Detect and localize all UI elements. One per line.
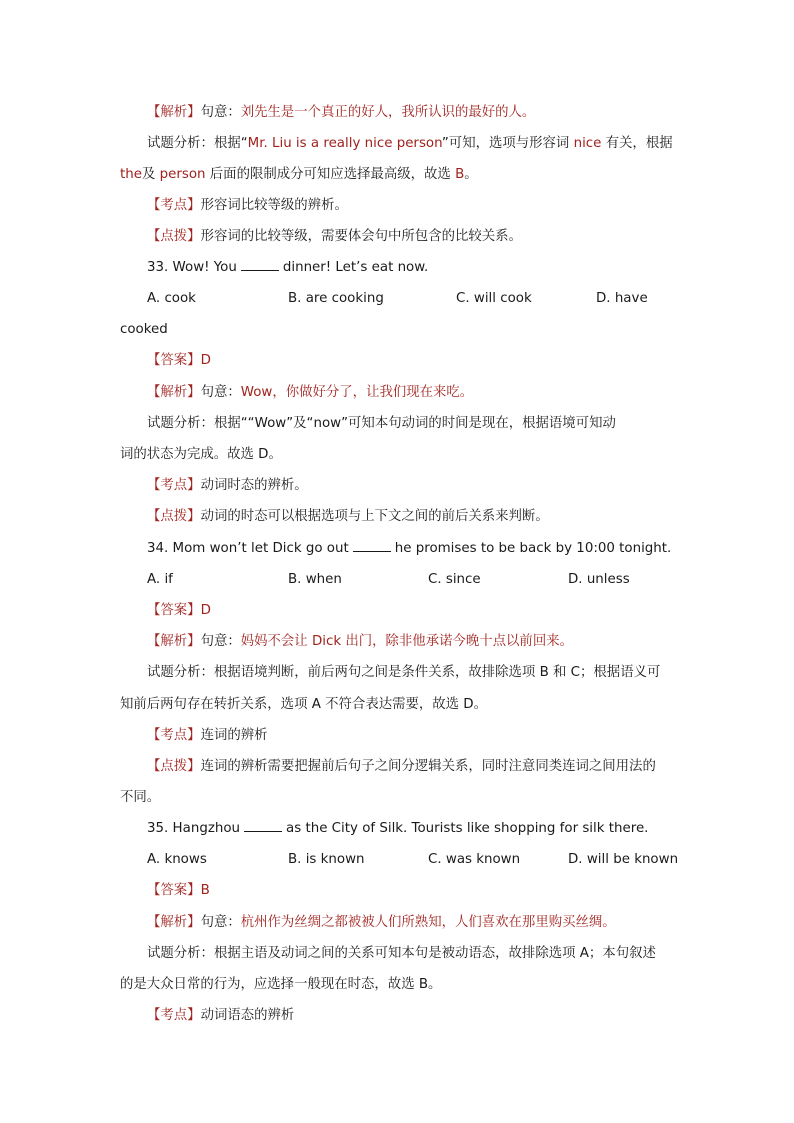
answer-tag: 【答案】 <box>147 603 201 618</box>
q34-option-a: A. if <box>147 572 173 587</box>
q35-option-b: B. is known <box>288 852 365 867</box>
explain-prefix: 句意： <box>200 915 241 930</box>
analysis-text: 及 <box>141 167 156 182</box>
q32-tips-line <box>147 227 522 247</box>
points-text: 连词的辨析 <box>200 728 268 743</box>
explain-tag: 【解析】 <box>147 105 201 120</box>
q35-points-line <box>147 1006 294 1026</box>
q33-tips-line <box>147 507 549 527</box>
points-tag: 【考点】 <box>147 728 201 743</box>
q32-analysis-line-2 <box>120 165 478 185</box>
answer-tag: 【答案】 <box>147 353 201 368</box>
q34-analysis-line-2: 知前后两句存在转折关系，选项 A 不符合表达需要，故选 D。 <box>120 697 488 712</box>
stem-text: 34. Mom won’t let Dick go out <box>147 541 349 556</box>
q34-analysis-line-1: 试题分析：根据语境判断，前后两句之间是条件关系，故排除选项 B 和 C；根据语义可 <box>147 665 661 680</box>
answer-blank <box>244 820 282 832</box>
q33-option-a: A. cook <box>147 291 196 306</box>
q34-answer-line <box>147 601 211 621</box>
explain-tag: 【解析】 <box>147 634 201 649</box>
explain-tag: 【解析】 <box>147 915 201 930</box>
q35-option-d: D. will be known <box>568 852 679 867</box>
answer-value: D <box>200 603 211 618</box>
q33-analysis-line-2: 词的状态为完成。故选 D。 <box>120 447 282 462</box>
q32-explain-line <box>147 103 535 123</box>
q33-answer-line <box>147 351 211 371</box>
answer-blank <box>241 259 279 271</box>
q32-points-line <box>147 196 348 216</box>
stem-text: dinner! Let’s eat now. <box>282 260 429 275</box>
answer-blank <box>353 540 391 552</box>
analysis-text: 。 <box>464 167 478 182</box>
q34-option-d: D. unless <box>568 572 630 587</box>
explain-prefix: 句意： <box>200 634 241 649</box>
q34-stem <box>147 539 671 559</box>
explain-text: Wow，你做好分了，让我们现在来吃。 <box>240 385 474 400</box>
analysis-quote: Mr. Liu is a really nice person <box>247 136 442 151</box>
points-text: 形容词比较等级的辨析。 <box>200 198 348 213</box>
answer-value: B <box>200 883 210 898</box>
q33-option-c: C. will cook <box>456 291 532 306</box>
q35-answer-line <box>147 881 210 901</box>
q35-analysis-line-2: 的是大众日常的行为，应选择一般现在时态，故选 B。 <box>120 977 442 992</box>
points-tag: 【考点】 <box>147 198 201 213</box>
analysis-text: 后面的限制成分可知应选择最高级，故选 <box>209 167 451 182</box>
q34-points-line <box>147 726 268 746</box>
q33-option-d: D. have <box>596 291 648 306</box>
q33-option-d-wrap: cooked <box>120 322 168 337</box>
explain-prefix: 句意： <box>200 105 241 120</box>
analysis-text: 试题分析：根据“ <box>147 136 248 151</box>
explain-text: 刘先生是一个真正的好人，我所认识的最好的人。 <box>240 105 536 120</box>
q35-option-a: A. knows <box>147 852 207 867</box>
q34-explain-line <box>147 632 573 652</box>
stem-text: 35. Hangzhou <box>147 821 241 836</box>
q33-explain-line <box>147 383 473 403</box>
answer-value: D <box>200 353 211 368</box>
points-text: 动词语态的辨析 <box>200 1008 295 1023</box>
explain-text: 杭州作为丝绸之都被被人们所熟知，人们喜欢在那里购买丝绸。 <box>240 915 616 930</box>
tips-text: 形容词的比较等级，需要体会句中所包含的比较关系。 <box>200 229 522 244</box>
points-tag: 【考点】 <box>147 1008 201 1023</box>
tips-tag: 【点拨】 <box>147 229 201 244</box>
stem-text: as the City of Silk. Tourists like shopping for silk there. <box>286 821 649 836</box>
analysis-keyword: nice <box>569 136 606 151</box>
stem-text: he promises to be back by 10:00 tonight. <box>394 541 672 556</box>
tips-text: 连词的辨析需要把握前后句子之间分逻辑关系，同时注意同类连词之间用法的 <box>200 759 656 774</box>
q34-option-b: B. when <box>288 572 342 587</box>
q32-analysis-line-1 <box>147 134 673 154</box>
points-tag: 【考点】 <box>147 478 201 493</box>
q33-stem <box>147 258 428 278</box>
analysis-text: 有关，根据 <box>605 136 673 151</box>
explain-tag: 【解析】 <box>147 385 201 400</box>
analysis-keyword: the <box>120 167 142 182</box>
stem-text: 33. Wow! You <box>147 260 237 275</box>
q35-option-c: C. was known <box>428 852 521 867</box>
explain-text: 妈妈不会让 Dick 出门，除非他承诺今晚十点以前回来。 <box>240 634 573 649</box>
tips-text: 动词的时态可以根据选项与上下文之间的前后关系来判断。 <box>200 509 549 524</box>
analysis-text: ”可知，选项与形容词 <box>441 136 570 151</box>
q33-points-line <box>147 476 308 496</box>
explain-prefix: 句意： <box>200 385 241 400</box>
analysis-answer: B <box>450 167 465 182</box>
q35-explain-line <box>147 913 616 933</box>
analysis-keyword: person <box>155 167 210 182</box>
points-text: 动词时态的辨析。 <box>200 478 308 493</box>
q34-tips-line-2: 不同。 <box>120 790 161 805</box>
tips-tag: 【点拨】 <box>147 509 201 524</box>
q35-stem <box>147 819 648 839</box>
q34-option-c: C. since <box>428 572 481 587</box>
q35-analysis-line-1: 试题分析：根据主语及动词之间的关系可知本句是被动语态，故排除选项 A；本句叙述 <box>147 946 656 961</box>
q33-analysis-line-1: 试题分析：根据““Wow”及“now”可知本句动词的时间是现在，根据语境可知动 <box>147 416 616 431</box>
answer-tag: 【答案】 <box>147 883 201 898</box>
tips-tag: 【点拨】 <box>147 759 201 774</box>
q34-tips-line-1 <box>147 757 656 777</box>
q33-option-b: B. are cooking <box>288 291 384 306</box>
